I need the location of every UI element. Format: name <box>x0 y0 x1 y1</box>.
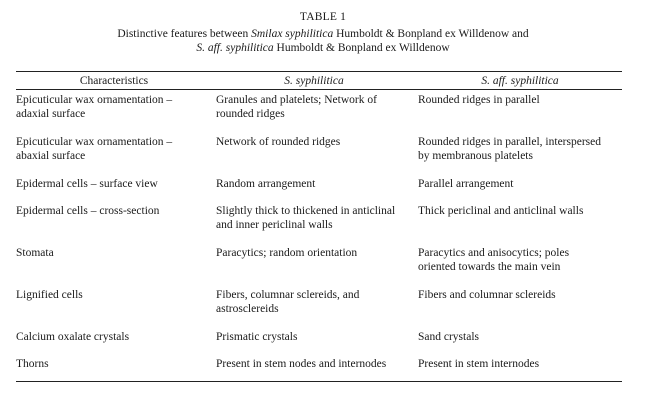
column-header-s-syphilitica: S. syphilitica <box>284 75 344 87</box>
cell-line: Granules and platelets; Network of <box>216 94 377 106</box>
s-syphilitica-cell <box>216 330 412 344</box>
cell-line: Present in stem internodes <box>418 358 540 370</box>
cell-line: Epidermal cells – surface view <box>16 178 158 190</box>
cell-line: Epicuticular wax ornamentation – <box>16 136 173 148</box>
cell-line: Present in stem nodes and internodes <box>216 358 387 370</box>
table-bottom-rule <box>16 381 622 382</box>
characteristic-cell <box>16 177 212 191</box>
characteristic-cell <box>16 246 212 260</box>
caption-text: Humboldt & Bonpland ex Willdenow and <box>333 28 529 40</box>
s-aff-syphilitica-cell <box>418 135 624 163</box>
cell-line: Thick periclinal and anticlinal walls <box>418 205 584 217</box>
s-aff-syphilitica-cell <box>418 93 624 107</box>
cell-line: Paracytics and anisocytics; poles <box>418 247 570 259</box>
cell-line: Sand crystals <box>418 331 480 343</box>
characteristic-cell <box>16 93 212 121</box>
table-top-rule <box>16 71 622 72</box>
column-header-s-aff-syphilitica: S. aff. syphilitica <box>481 75 559 87</box>
s-syphilitica-cell <box>216 135 412 149</box>
caption-species-name: Smilax syphilitica <box>251 28 334 40</box>
cell-line: by membranous platelets <box>418 150 533 162</box>
table-caption-line-2 <box>0 41 646 55</box>
cell-line: rounded ridges <box>216 108 285 120</box>
s-aff-syphilitica-cell <box>418 246 624 274</box>
caption-text: Humboldt & Bonpland ex Willdenow <box>273 42 450 54</box>
column-header-characteristics: Characteristics <box>79 75 149 87</box>
characteristic-cell <box>16 135 212 163</box>
characteristic-cell <box>16 357 212 371</box>
characteristic-cell <box>16 330 212 344</box>
cell-line: Thorns <box>16 358 49 370</box>
s-syphilitica-cell <box>216 177 412 191</box>
caption-text: Distinctive features between <box>117 28 252 40</box>
cell-line: Calcium oxalate crystals <box>16 331 130 343</box>
characteristic-cell <box>16 288 212 302</box>
characteristic-cell <box>16 204 212 218</box>
s-aff-syphilitica-cell <box>418 288 624 302</box>
cell-line: Epidermal cells – cross-section <box>16 205 160 217</box>
cell-line: Random arrangement <box>216 178 316 190</box>
cell-line: Lignified cells <box>16 289 83 301</box>
s-syphilitica-cell <box>216 288 412 316</box>
cell-line: Stomata <box>16 247 54 259</box>
s-aff-syphilitica-cell <box>418 330 624 344</box>
s-aff-syphilitica-cell <box>418 357 624 371</box>
cell-line: Prismatic crystals <box>216 331 298 343</box>
s-syphilitica-cell <box>216 93 412 121</box>
s-aff-syphilitica-cell <box>418 204 624 218</box>
table-label: TABLE 1 <box>299 11 347 23</box>
cell-line: adaxial surface <box>16 108 86 120</box>
cell-line: Fibers and columnar sclereids <box>418 289 556 301</box>
table-header-rule <box>16 89 622 90</box>
s-syphilitica-cell <box>216 357 412 371</box>
table-caption-line-1 <box>0 27 646 41</box>
cell-line: and inner periclinal walls <box>216 219 333 231</box>
cell-line: Slightly thick to thickened in anticlinal <box>216 205 396 217</box>
cell-line: Network of rounded ridges <box>216 136 341 148</box>
s-syphilitica-cell <box>216 246 412 260</box>
cell-line: Paracytics; random orientation <box>216 247 358 259</box>
cell-line: astrosclereids <box>216 303 279 315</box>
s-aff-syphilitica-cell <box>418 177 624 191</box>
cell-line: Rounded ridges in parallel, interspersed <box>418 136 601 148</box>
cell-line: Epicuticular wax ornamentation – <box>16 94 173 106</box>
cell-line: Fibers, columnar sclereids, and <box>216 289 360 301</box>
cell-line: oriented towards the main vein <box>418 261 561 273</box>
cell-line: Parallel arrangement <box>418 178 514 190</box>
s-syphilitica-cell <box>216 204 412 232</box>
cell-line: Rounded ridges in parallel <box>418 94 540 106</box>
cell-line: abaxial surface <box>16 150 86 162</box>
caption-species-name: S. aff. syphilitica <box>196 42 274 54</box>
